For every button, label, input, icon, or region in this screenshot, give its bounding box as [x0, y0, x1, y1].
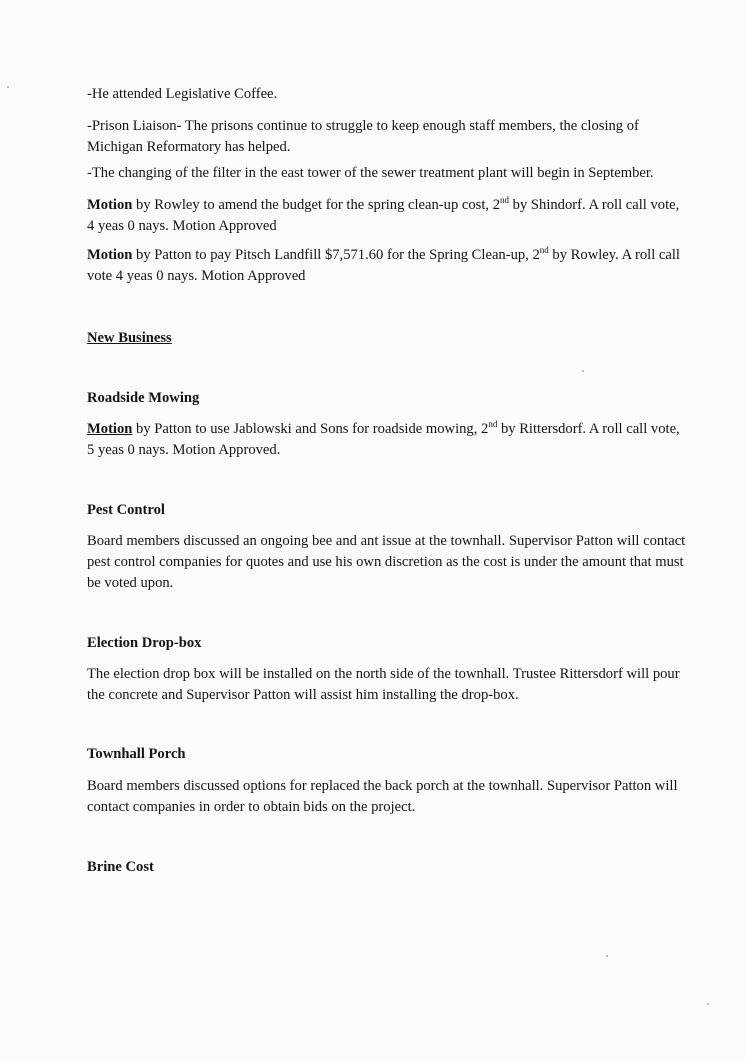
motion-text: by Rowley to amend the budget for the spring clean-up cost, 2	[132, 197, 501, 213]
motion-roadside-mowing	[87, 419, 687, 461]
motion-label: Motion	[87, 421, 133, 437]
motion-text: by Patton to pay Pitsch Landfill $7,571.60 for the Spring Clean-up, 2	[132, 247, 540, 263]
scan-speck	[707, 1003, 709, 1005]
motion-pitsch-landfill	[87, 245, 687, 287]
heading-pest-control: Pest Control	[87, 502, 165, 518]
report-item-prison-liaison: -Prison Liaison- The prisons continue to struggle to keep enough staff members, the closing of Michigan Reformatory has helped.	[87, 118, 639, 155]
scan-speck	[582, 370, 584, 372]
report-item-sewer-filter: -The changing of the filter in the east tower of the sewer treatment plant will begin in September.	[87, 165, 654, 181]
ordinal-suffix: nd	[500, 195, 510, 206]
heading-townhall-porch: Townhall Porch	[87, 746, 186, 762]
motion-label: Motion	[87, 197, 133, 213]
heading-roadside-mowing: Roadside Mowing	[87, 390, 200, 406]
ordinal-suffix: nd	[488, 419, 498, 430]
motion-text-cont: by Shindorf. A roll call vote, 4 yeas 0 nays. Motion Approved	[87, 197, 680, 234]
motion-text-cont: by Rittersdorf. A roll call vote, 5 yeas 0 nays. Motion Approved.	[87, 421, 680, 458]
pest-control-text: Board members discussed an ongoing bee and ant issue at the townhall. Supervisor Patton will contact pest control companies for quotes and use his own discretion as the cost is under the amount that must be voted upon.	[87, 533, 686, 591]
heading-brine-cost: Brine Cost	[87, 859, 154, 875]
motion-budget-amendment	[87, 195, 687, 237]
scan-speck	[7, 86, 9, 88]
section-heading-new-business: New Business	[87, 330, 172, 346]
election-drop-box-text: The election drop box will be installed on the north side of the townhall. Trustee Rittersdorf will pour the concrete and Supervisor Patton will assist him installing the drop-box.	[87, 666, 680, 703]
ordinal-suffix: nd	[539, 245, 549, 256]
motion-label: Motion	[87, 247, 133, 263]
heading-election-drop-box: Election Drop-box	[87, 635, 202, 651]
townhall-porch-text: Board members discussed options for replaced the back porch at the townhall. Supervisor Patton will contact companies in order to obtain bids on the project.	[87, 778, 678, 815]
motion-text-cont: by Rowley. A roll call vote 4 yeas 0 nays. Motion Approved	[87, 247, 680, 284]
motion-text: by Patton to use Jablowski and Sons for roadside mowing, 2	[132, 421, 489, 437]
scan-speck	[606, 955, 608, 957]
report-item-legislative-coffee: -He attended Legislative Coffee.	[87, 86, 278, 102]
